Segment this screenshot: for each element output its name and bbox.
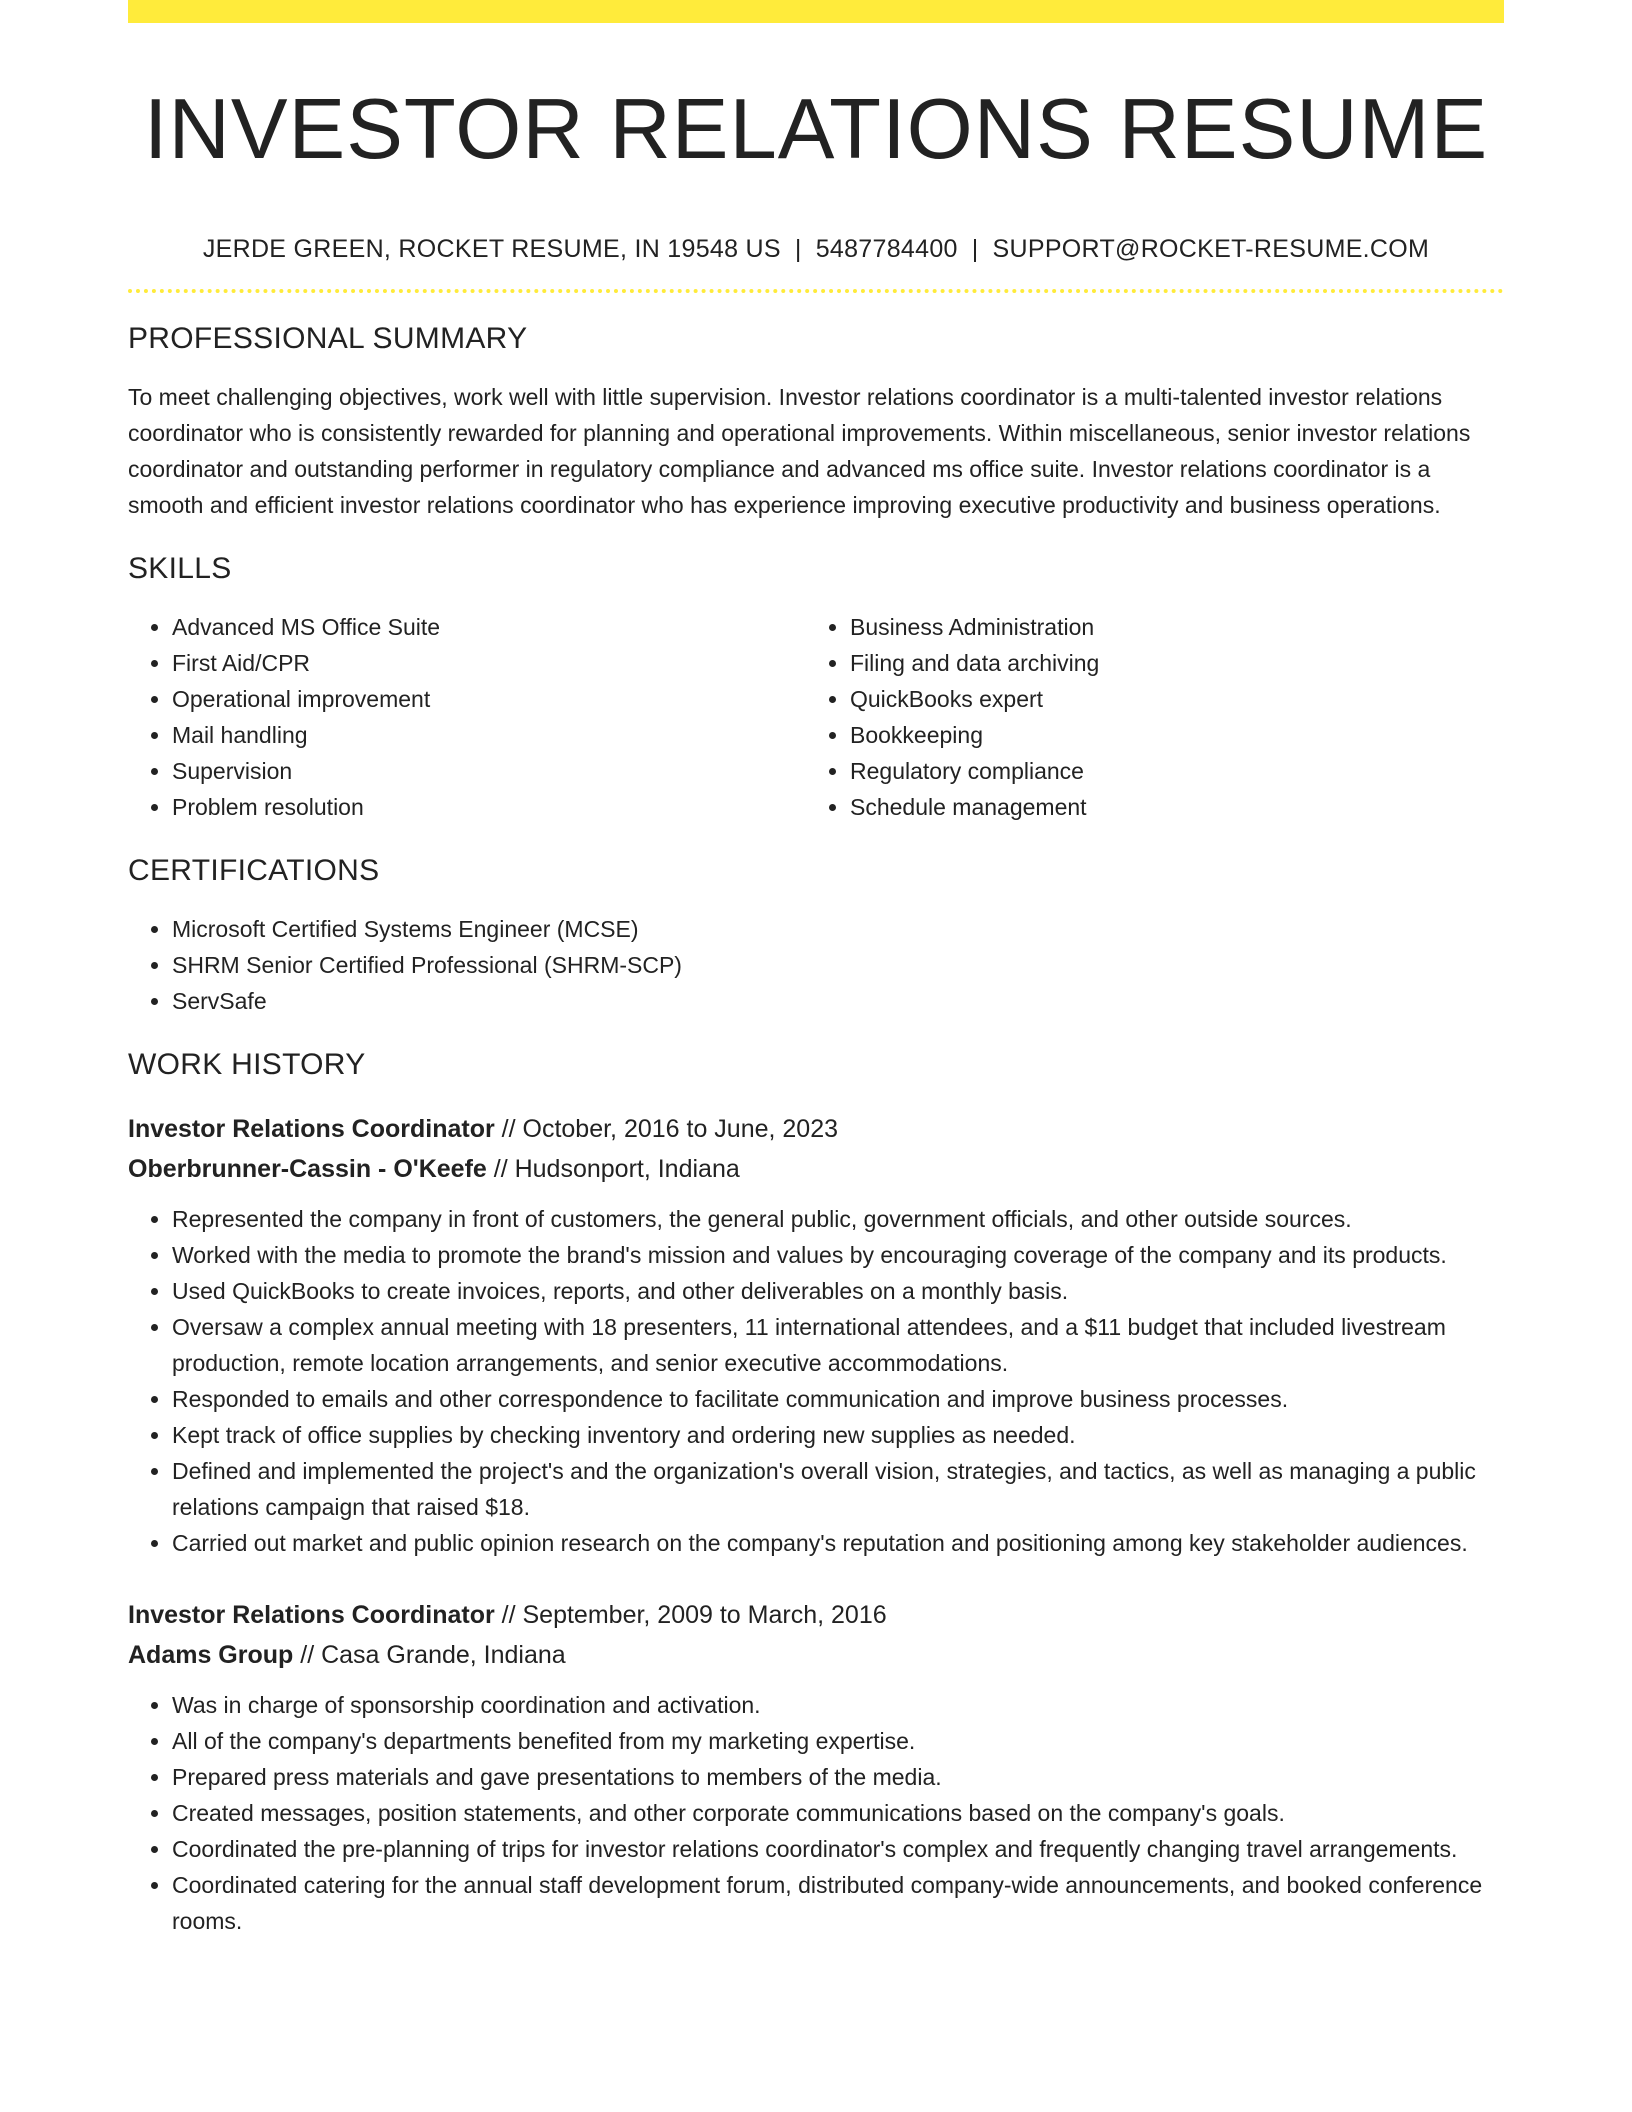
skill-item: • Schedule management	[850, 789, 1484, 825]
contact-address: JERDE GREEN, ROCKET RESUME, IN 19548 US	[202, 235, 781, 263]
work-history-heading: WORK HISTORY	[128, 1048, 366, 1081]
job-location: // Casa Grande, Indiana	[293, 1641, 566, 1669]
dotted-divider	[128, 289, 1504, 293]
job-bullets	[128, 1687, 1504, 1939]
skill-item: • Filing and data archiving	[850, 645, 1484, 681]
job-location: // Hudsonport, Indiana	[486, 1155, 740, 1183]
job-bullet: • Responded to emails and other correspondence to facilitate communication and improve business processes.	[172, 1381, 1504, 1417]
job-company-line	[128, 1149, 1504, 1189]
job-bullet: • Defined and implemented the project's and the organization's overall vision, strategies, and tactics, as well as managing a public relations campaign that raised $18.	[172, 1453, 1504, 1525]
resume-title: INVESTOR RELATIONS RESUME	[143, 82, 1489, 177]
job-title-line	[128, 1595, 1504, 1635]
job-entry	[128, 1595, 1504, 1939]
skill-item: • Regulatory compliance	[850, 753, 1484, 789]
job-bullet: • Oversaw a complex annual meeting with 18 presenters, 11 international attendees, and a $11 budget that included livestream production, remote location arrangements, and senior executive accommodations.	[172, 1309, 1504, 1381]
certifications-list	[128, 911, 1504, 1019]
certification-item: • ServSafe	[172, 983, 1504, 1019]
contact-line	[128, 234, 1504, 264]
contact-separator: |	[794, 235, 802, 263]
skills-grid	[128, 609, 1504, 825]
job-title: Investor Relations Coordinator	[128, 1115, 495, 1143]
job-dates: // September, 2009 to March, 2016	[494, 1601, 887, 1629]
certification-item: • Microsoft Certified Systems Engineer (MCSE)	[172, 911, 1504, 947]
job-dates: // October, 2016 to June, 2023	[494, 1115, 839, 1143]
certifications-heading: CERTIFICATIONS	[128, 854, 380, 887]
job-company-line	[128, 1635, 1504, 1675]
job-bullet: • Used QuickBooks to create invoices, reports, and other deliverables on a monthly basis.	[172, 1273, 1504, 1309]
job-bullet: • Worked with the media to promote the brand's mission and values by encouraging coverage of the company and its products.	[172, 1237, 1504, 1273]
job-bullet: • Created messages, position statements, and other corporate communications based on the company's goals.	[172, 1795, 1504, 1831]
skills-list-left	[128, 609, 806, 825]
skill-item: • Bookkeeping	[850, 717, 1484, 753]
certification-item: • SHRM Senior Certified Professional (SHRM-SCP)	[172, 947, 1504, 983]
job-company: Adams Group	[128, 1641, 294, 1669]
skill-item: • First Aid/CPR	[172, 645, 806, 681]
job-bullet: • Coordinated the pre-planning of trips for investor relations coordinator's complex and frequently changing travel arrangements.	[172, 1831, 1504, 1867]
job-title: Investor Relations Coordinator	[128, 1601, 495, 1629]
skill-item: • Mail handling	[172, 717, 806, 753]
resume-content	[128, 0, 1504, 1939]
summary-text: To meet challenging objectives, work well with little supervision. Investor relations coordinator is a multi-talented investor relations coordinator who is consistently rewarded for planning and operational improvements. Within miscellaneous, senior investor relations coordinator and outstanding performer in regulatory compliance and advanced ms office suite. Investor relations coordinator is a smooth and efficient investor relations coordinator who has experience improving executive productivity and business operations.	[128, 384, 1471, 518]
job-company: Oberbrunner-Cassin - O'Keefe	[128, 1155, 487, 1183]
contact-email[interactable]: SUPPORT@ROCKET-RESUME.COM	[992, 235, 1430, 263]
skill-item: • Business Administration	[850, 609, 1484, 645]
job-bullet: • Represented the company in front of customers, the general public, government officials, and other outside sources.	[172, 1201, 1504, 1237]
job-entry	[128, 1109, 1504, 1561]
summary-heading: PROFESSIONAL SUMMARY	[128, 322, 528, 355]
skill-item: • Advanced MS Office Suite	[172, 609, 806, 645]
job-bullet: • Was in charge of sponsorship coordination and activation.	[172, 1687, 1504, 1723]
skills-list-right	[806, 609, 1484, 825]
job-bullet: • Kept track of office supplies by checking inventory and ordering new supplies as needed.	[172, 1417, 1504, 1453]
job-bullets	[128, 1201, 1504, 1561]
contact-separator: |	[971, 235, 979, 263]
job-bullet: • Coordinated catering for the annual staff development forum, distributed company-wide announcements, and booked conference rooms.	[172, 1867, 1504, 1939]
skill-item: • Operational improvement	[172, 681, 806, 717]
skill-item: • Supervision	[172, 753, 806, 789]
job-title-line	[128, 1109, 1504, 1149]
skills-heading: SKILLS	[128, 552, 232, 585]
job-bullet: • All of the company's departments benefited from my marketing expertise.	[172, 1723, 1504, 1759]
job-bullet: • Carried out market and public opinion research on the company's reputation and positioning among key stakeholder audiences.	[172, 1525, 1504, 1561]
skill-item: • QuickBooks expert	[850, 681, 1484, 717]
job-bullet: • Prepared press materials and gave presentations to members of the media.	[172, 1759, 1504, 1795]
skill-item: • Problem resolution	[172, 789, 806, 825]
contact-phone[interactable]: 5487784400	[815, 235, 958, 263]
